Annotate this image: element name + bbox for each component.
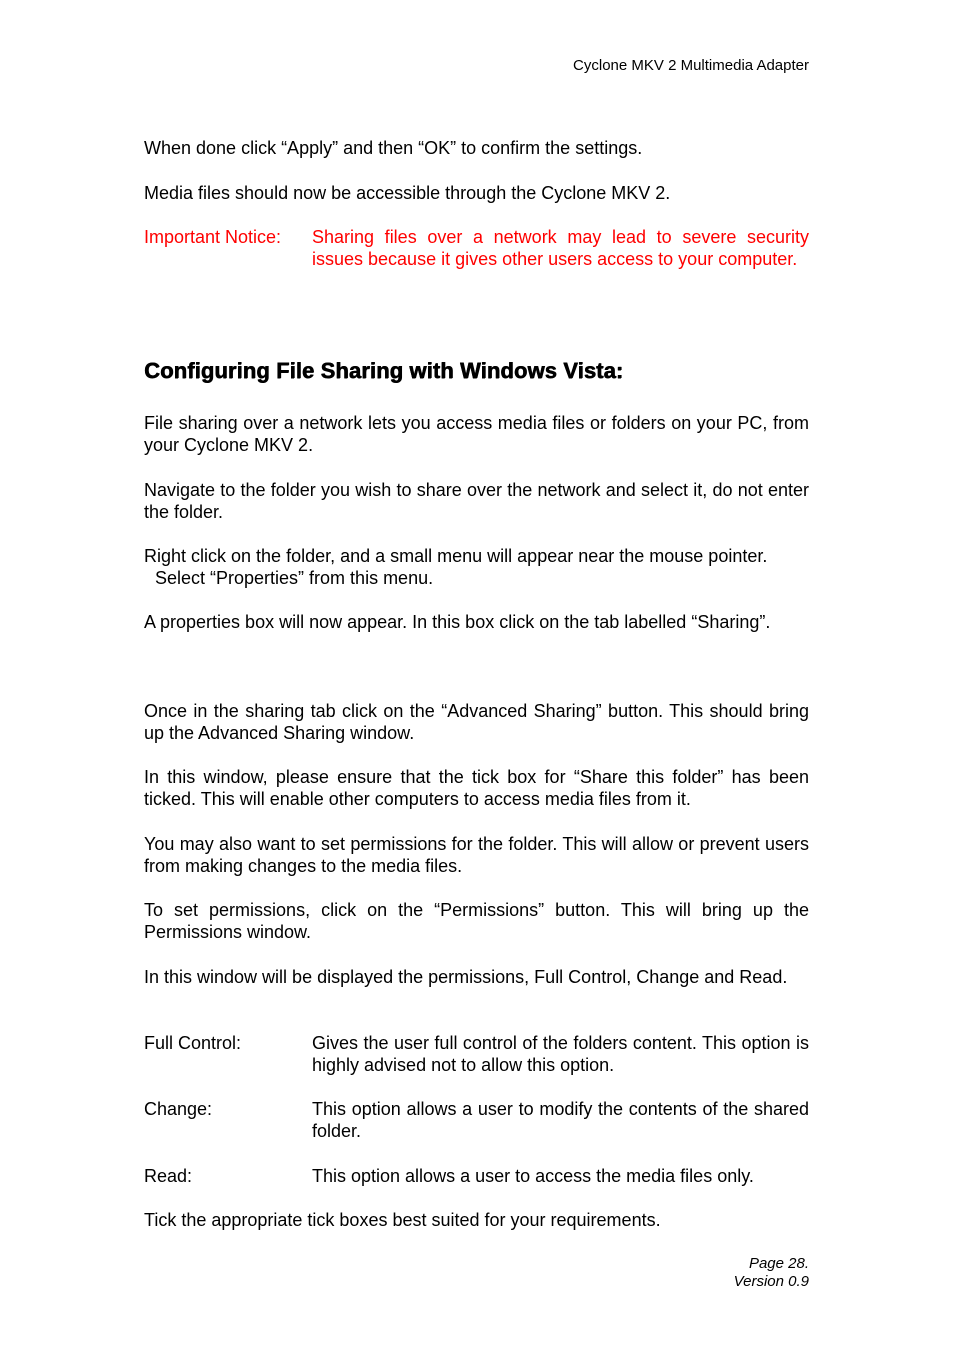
paragraph-advanced-sharing: Once in the sharing tab click on the “Advanced Sharing” button. This should bring up the Advanced Sharing window.: [144, 701, 809, 743]
paragraph-right-click: Right click on the folder, and a small menu will appear near the mouse pointer.: [144, 546, 768, 566]
page-number: Page 28.: [748, 1255, 809, 1272]
version-number: Version 0.9: [733, 1273, 809, 1290]
read-text: This option allows a user to access the media files only.: [312, 1166, 754, 1186]
change-text: This option allows a user to modify the contents of the shared folder.: [312, 1099, 809, 1141]
section-heading: Configuring File Sharing with Windows Vista:: [144, 358, 624, 383]
full-control-text: Gives the user full control of the folders content. This option is highly advised not to allow this option.: [312, 1033, 809, 1075]
change-label: Change:: [144, 1099, 213, 1119]
paragraph-navigate-folder: Navigate to the folder you wish to share over the network and select it, do not enter the folder.: [144, 480, 809, 522]
paragraph-file-sharing: File sharing over a network lets you access media files or folders on your PC, from your Cyclone MKV 2.: [144, 413, 809, 455]
paragraph-select-properties: Select “Properties” from this menu.: [155, 568, 434, 588]
paragraph-permissions-list: In this window will be displayed the permissions, Full Control, Change and Read.: [144, 967, 788, 987]
full-control-label: Full Control:: [144, 1033, 242, 1053]
paragraph-media-accessible: Media files should now be accessible through the Cyclone MKV 2.: [144, 183, 671, 203]
paragraph-properties-box: A properties box will now appear. In this box click on the tab labelled “Sharing”.: [144, 612, 771, 632]
paragraph-closing: Tick the appropriate tick boxes best suited for your requirements.: [144, 1210, 661, 1230]
paragraph-apply-ok: When done click “Apply” and then “OK” to confirm the settings.: [144, 138, 643, 158]
running-header: Cyclone MKV 2 Multimedia Adapter: [573, 57, 809, 74]
read-label: Read:: [144, 1166, 193, 1186]
paragraph-permissions-button: To set permissions, click on the “Permissions” button. This will bring up the Permissions window.: [144, 900, 809, 942]
notice-label: Important Notice:: [144, 227, 282, 247]
paragraph-share-folder: In this window, please ensure that the tick box for “Share this folder” has been ticked. This will enable other computers to access media files from it.: [144, 767, 809, 809]
paragraph-set-permissions: You may also want to set permissions for the folder. This will allow or prevent users from making changes to the media files.: [144, 834, 809, 876]
notice-text: Sharing files over a network may lead to severe security issues because it gives other users access to your computer.: [312, 227, 809, 269]
